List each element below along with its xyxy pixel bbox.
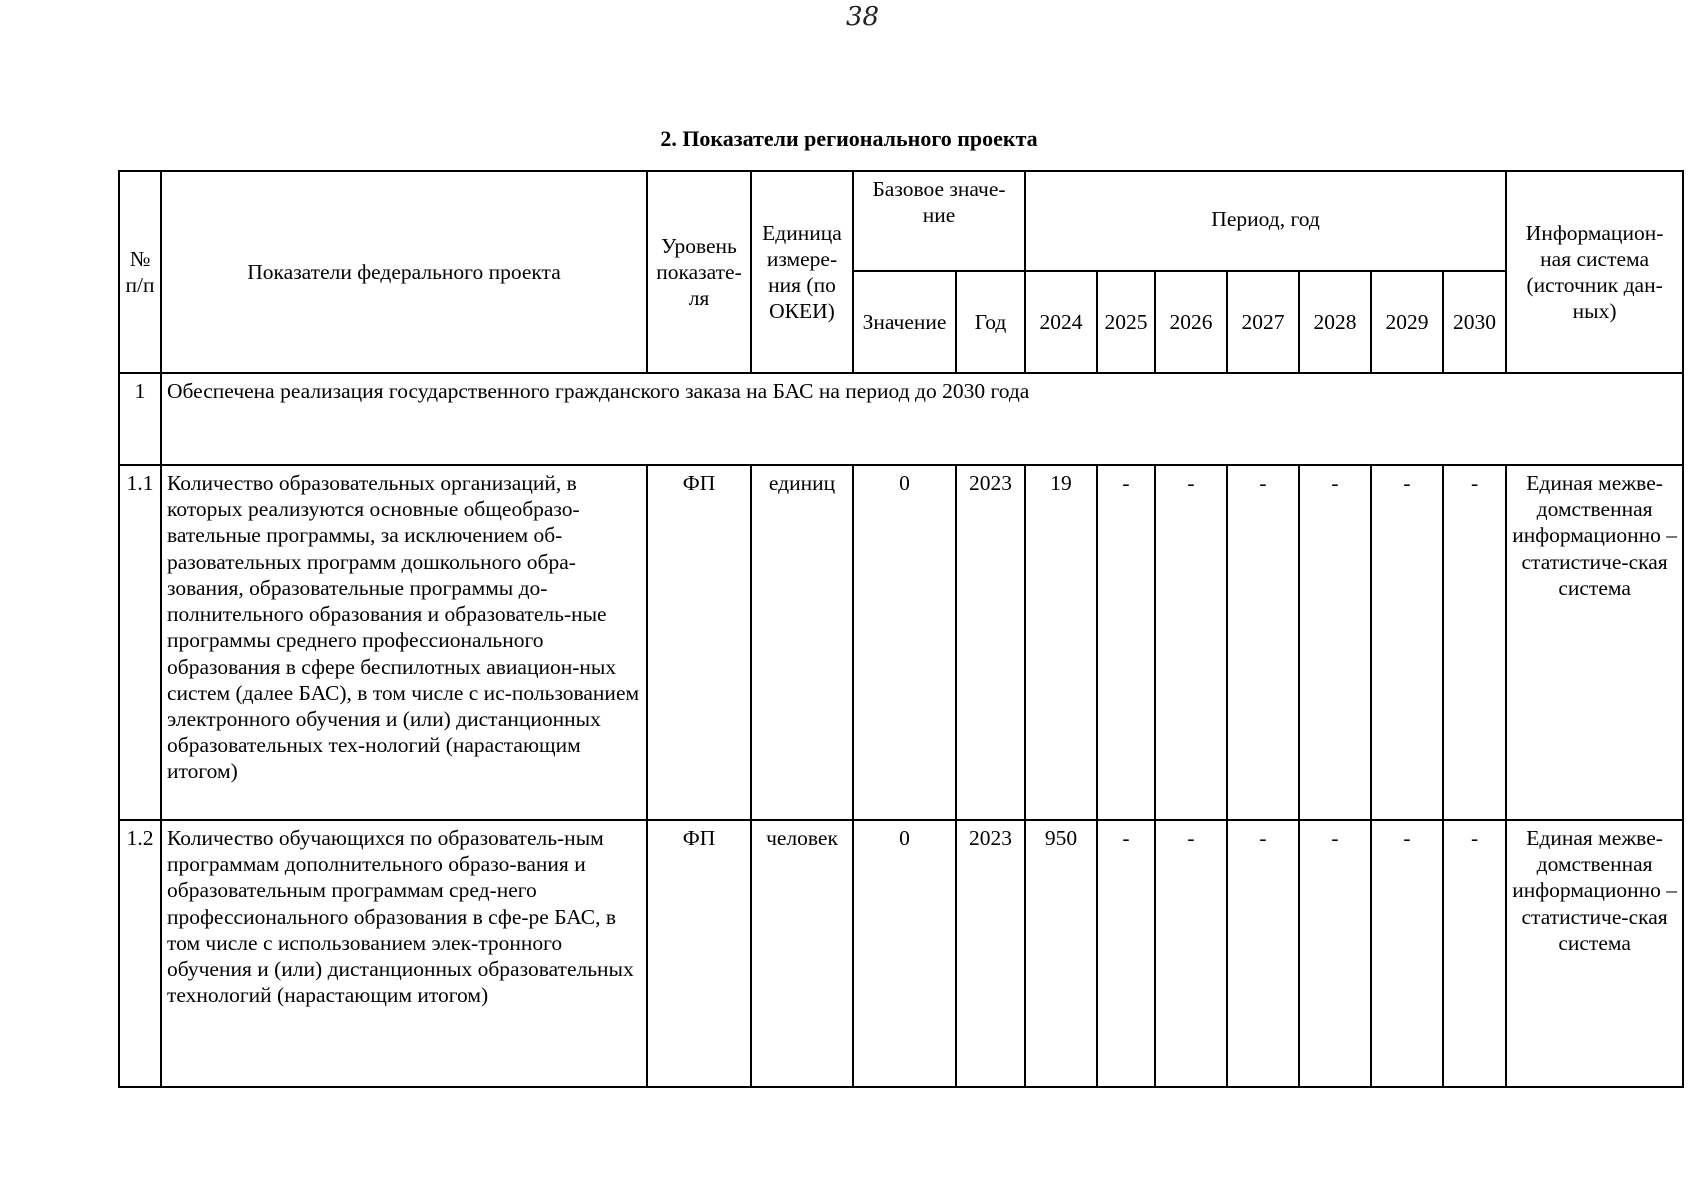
table-row [119, 465, 1683, 820]
row-value-2025: - [1097, 820, 1155, 1087]
row-value-2030: - [1443, 465, 1506, 820]
header-num: № п/п [119, 171, 161, 373]
section-row [119, 373, 1683, 465]
document-title: 2. Показатели регионального проекта [660, 126, 1038, 151]
header-level: Уровень показате-ля [647, 171, 751, 373]
header-year-2027: 2027 [1227, 271, 1299, 373]
section-num: 1 [119, 373, 161, 465]
row-base-year: 2023 [956, 465, 1025, 820]
row-value-2024: 19 [1025, 465, 1097, 820]
row-num: 1.1 [119, 465, 161, 820]
row-indicator: Количество образовательных организаций, в которых реализуются основные общеобразо-вательные программы, за исключением об-разовательных программ дошкольного обра-зования, образовательные программы до-полнительного образования и образователь-ные программы среднего профессионального образования в сфере беспилотных авиацион-ных систем (далее БАС), в том числе с ис-пользованием электронного обучения и (или) дистанционных образовательных тех-нологий (нарастающим итогом) [161, 465, 647, 820]
row-value-2028: - [1299, 820, 1371, 1087]
row-level: ФП [647, 820, 751, 1087]
row-value-2024: 950 [1025, 820, 1097, 1087]
section-title: Обеспечена реализация государственного гражданского заказа на БАС на период до 2030 года [161, 373, 1683, 465]
row-base-year: 2023 [956, 820, 1025, 1087]
header-year-2026: 2026 [1155, 271, 1227, 373]
row-value-2025: - [1097, 465, 1155, 820]
page-number: 38 [846, 2, 880, 32]
table-row [119, 820, 1683, 1087]
header-year-2028: 2028 [1299, 271, 1371, 373]
header-base: Базовое значе-ние [853, 171, 1025, 271]
row-value-2027: - [1227, 465, 1299, 820]
row-info-system: Единая межве-домственная информационно – статистиче-ская система [1506, 465, 1683, 820]
header-unit: Единица измере-ния (по ОКЕИ) [751, 171, 853, 373]
row-value-2030: - [1443, 820, 1506, 1087]
row-num: 1.2 [119, 820, 161, 1087]
header-base-value: Значение [853, 271, 956, 373]
row-level: ФП [647, 465, 751, 820]
row-base-value: 0 [853, 465, 956, 820]
row-unit: единиц [751, 465, 853, 820]
header-indicator: Показатели федерального проекта [161, 171, 647, 373]
row-value-2026: - [1155, 465, 1227, 820]
header-year-2029: 2029 [1371, 271, 1443, 373]
row-indicator: Количество обучающихся по образователь-ным программам дополнительного образо-вания и образовательным программам сред-него профессионального образования в сфе-ре БАС, в том числе с использованием элек-тронного обучения и (или) дистанционных образовательных технологий (нарастающим итогом) [161, 820, 647, 1087]
row-info-system: Единая межве-домственная информационно – статистиче-ская система [1506, 820, 1683, 1087]
row-value-2029: - [1371, 820, 1443, 1087]
header-base-year: Год [956, 271, 1025, 373]
row-value-2026: - [1155, 820, 1227, 1087]
row-unit: человек [751, 820, 853, 1087]
header-row-top [119, 171, 1683, 271]
header-year-2025: 2025 [1097, 271, 1155, 373]
header-year-2030: 2030 [1443, 271, 1506, 373]
header-info-system: Информацион-ная система (источник дан-ных) [1506, 171, 1683, 373]
indicators-table [118, 170, 1684, 1088]
row-value-2027: - [1227, 820, 1299, 1087]
row-base-value: 0 [853, 820, 956, 1087]
row-value-2029: - [1371, 465, 1443, 820]
header-year-2024: 2024 [1025, 271, 1097, 373]
header-period: Период, год [1025, 171, 1506, 271]
row-value-2028: - [1299, 465, 1371, 820]
